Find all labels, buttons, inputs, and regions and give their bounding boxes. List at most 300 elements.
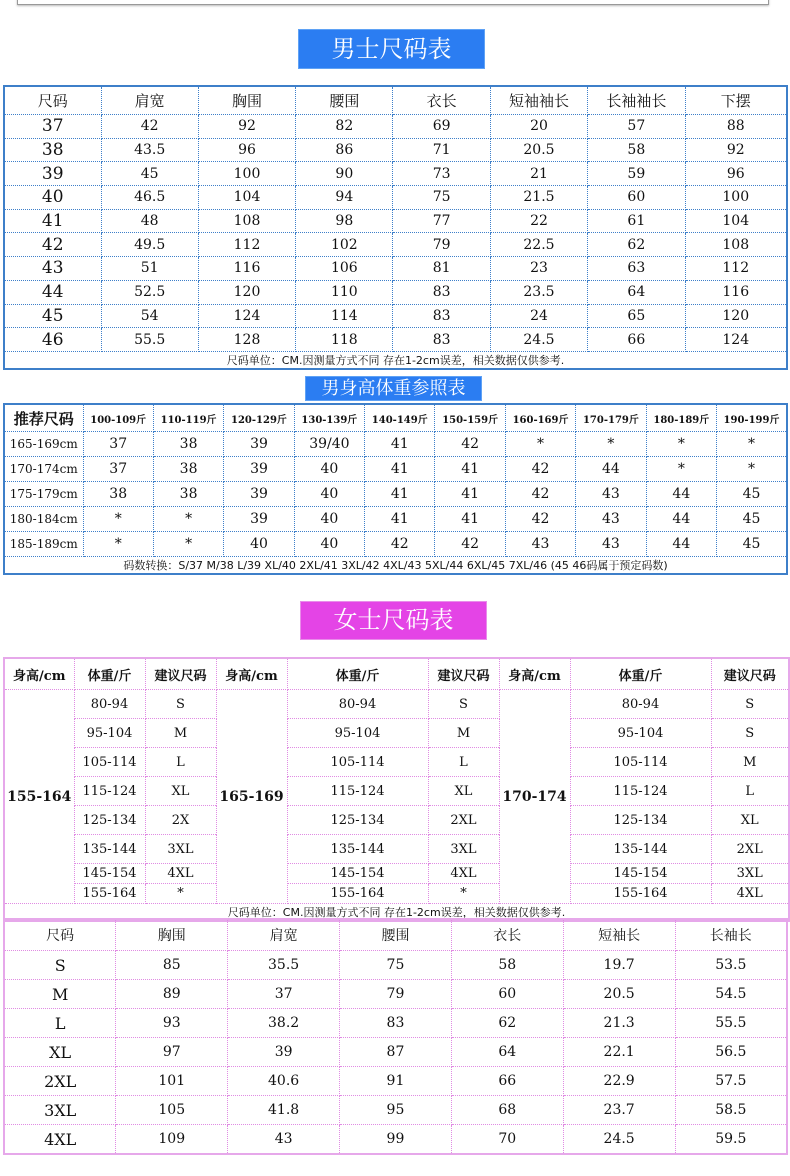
table-cell: 39	[224, 457, 294, 482]
table-cell: 77	[393, 209, 490, 233]
column-header: 衣长	[393, 86, 490, 115]
column-header: 尺码	[4, 919, 116, 951]
table-cell: 83	[393, 328, 490, 352]
table-cell: 39/40	[294, 432, 364, 457]
table-cell: 42	[435, 532, 505, 557]
table-cell: 42	[505, 457, 575, 482]
weight-cell: 125-134	[287, 806, 428, 835]
row-label: 165-169cm	[4, 432, 83, 457]
table-cell: 38	[153, 457, 223, 482]
table-cell: 81	[393, 257, 490, 281]
row-label: S	[4, 951, 116, 980]
table-cell: 22.1	[563, 1038, 675, 1067]
table-cell: 101	[116, 1067, 228, 1096]
suggested-size-cell: S	[711, 690, 789, 719]
table-cell: 59.5	[675, 1125, 787, 1155]
table-cell: 99	[340, 1125, 452, 1155]
table-cell: 45	[717, 507, 787, 532]
weight-cell: 145-154	[570, 864, 711, 884]
table-cell: 41	[365, 507, 435, 532]
table-row	[4, 748, 789, 777]
table-cell: 79	[393, 233, 490, 257]
table-cell: 91	[340, 1067, 452, 1096]
column-header: 体重/斤	[74, 658, 145, 690]
table-row	[4, 980, 787, 1009]
weight-cell: 155-164	[570, 884, 711, 904]
column-header: 肩宽	[228, 919, 340, 951]
table-cell: 128	[198, 328, 295, 352]
row-label: 39	[4, 162, 101, 186]
table-cell: 108	[685, 233, 787, 257]
men-size-title: 男士尺码表	[298, 29, 485, 69]
table-cell: 54.5	[675, 980, 787, 1009]
row-label: 46	[4, 328, 101, 352]
table-cell: *	[717, 432, 787, 457]
table-cell: 59	[588, 162, 685, 186]
table-cell: 62	[588, 233, 685, 257]
table-cell: 37	[83, 457, 153, 482]
table-row	[4, 1067, 787, 1096]
table-cell: 44	[646, 482, 716, 507]
table-cell: 106	[296, 257, 393, 281]
weight-cell: 80-94	[74, 690, 145, 719]
note-row	[4, 351, 787, 369]
weight-cell: 105-114	[570, 748, 711, 777]
table-cell: 108	[198, 209, 295, 233]
table-cell: 83	[393, 304, 490, 328]
table-cell: 60	[588, 186, 685, 210]
table-cell: 37	[228, 980, 340, 1009]
table-cell: 37	[83, 432, 153, 457]
table-cell: 41	[435, 482, 505, 507]
row-label: 43	[4, 257, 101, 281]
table-cell: 23.7	[563, 1096, 675, 1125]
table-cell: 23	[490, 257, 587, 281]
table-row	[4, 507, 787, 532]
table-cell: 20.5	[563, 980, 675, 1009]
table-cell: *	[576, 432, 646, 457]
table-cell: 43	[576, 507, 646, 532]
table-cell: 90	[296, 162, 393, 186]
suggested-size-cell: 2XL	[711, 835, 789, 864]
table-row	[4, 432, 787, 457]
table-cell: 114	[296, 304, 393, 328]
table-cell: 120	[198, 280, 295, 304]
table-cell: 116	[198, 257, 295, 281]
table-cell: 62	[451, 1009, 563, 1038]
suggested-size-cell: L	[145, 748, 216, 777]
column-header: 建议尺码	[711, 658, 789, 690]
table-cell: 98	[296, 209, 393, 233]
women-size-title: 女士尺码表	[300, 601, 487, 640]
column-header: 短袖长	[563, 919, 675, 951]
table-cell: 124	[685, 328, 787, 352]
table-cell: 21.3	[563, 1009, 675, 1038]
table-cell: 58.5	[675, 1096, 787, 1125]
row-label: 175-179cm	[4, 482, 83, 507]
table-cell: 45	[101, 162, 198, 186]
table-row	[4, 884, 789, 904]
table-cell: 53.5	[675, 951, 787, 980]
column-header: 建议尺码	[428, 658, 499, 690]
column-header: 100-109斤	[83, 404, 153, 432]
column-header: 短袖袖长	[490, 86, 587, 115]
row-label: 42	[4, 233, 101, 257]
table-row	[4, 951, 787, 980]
table-row	[4, 209, 787, 233]
row-label: 40	[4, 186, 101, 210]
row-label: 170-174cm	[4, 457, 83, 482]
weight-cell: 155-164	[74, 884, 145, 904]
table-cell: 97	[116, 1038, 228, 1067]
table-row	[4, 280, 787, 304]
table-cell: 40	[294, 532, 364, 557]
header-row	[4, 404, 787, 432]
table-cell: 43	[505, 532, 575, 557]
table-cell: 118	[296, 328, 393, 352]
table-cell: 41	[365, 457, 435, 482]
table-cell: 41	[435, 507, 505, 532]
table-row	[4, 835, 789, 864]
table-cell: 35.5	[228, 951, 340, 980]
table-cell: 83	[340, 1009, 452, 1038]
table-cell: 116	[685, 280, 787, 304]
table-row	[4, 186, 787, 210]
top-frame	[17, 0, 769, 5]
table-cell: 66	[588, 328, 685, 352]
table-cell: 22.9	[563, 1067, 675, 1096]
weight-cell: 105-114	[287, 748, 428, 777]
table-row	[4, 257, 787, 281]
column-header: 推荐尺码	[4, 404, 83, 432]
table-cell: 39	[224, 432, 294, 457]
weight-cell: 115-124	[570, 777, 711, 806]
row-label: L	[4, 1009, 116, 1038]
weight-cell: 125-134	[74, 806, 145, 835]
weight-cell: 135-144	[74, 835, 145, 864]
row-label: 37	[4, 115, 101, 139]
table-cell: 124	[198, 304, 295, 328]
table-cell: *	[505, 432, 575, 457]
suggested-size-cell: XL	[711, 806, 789, 835]
table-row	[4, 138, 787, 162]
table-cell: 41	[365, 432, 435, 457]
height-range-cell: 155-164	[4, 690, 74, 904]
table-cell: 58	[451, 951, 563, 980]
table-cell: 55.5	[101, 328, 198, 352]
table-cell: 20	[490, 115, 587, 139]
table-cell: 46.5	[101, 186, 198, 210]
column-header: 身高/cm	[4, 658, 74, 690]
suggested-size-cell: 2XL	[428, 806, 499, 835]
row-label: 41	[4, 209, 101, 233]
table-cell: 60	[451, 980, 563, 1009]
table-cell: 104	[685, 209, 787, 233]
table-cell: 38	[153, 482, 223, 507]
table-cell: 55.5	[675, 1009, 787, 1038]
table-row	[4, 328, 787, 352]
table-row	[4, 532, 787, 557]
column-header: 110-119斤	[153, 404, 223, 432]
table-cell: 43	[576, 532, 646, 557]
table-cell: 45	[717, 532, 787, 557]
table-cell: 64	[588, 280, 685, 304]
table-row	[4, 777, 789, 806]
table-row	[4, 1009, 787, 1038]
suggested-size-cell: L	[711, 777, 789, 806]
table-cell: 23.5	[490, 280, 587, 304]
table-cell: 38	[153, 432, 223, 457]
table-row	[4, 115, 787, 139]
table-cell: 44	[646, 532, 716, 557]
suggested-size-cell: 2X	[145, 806, 216, 835]
table-cell: 51	[101, 257, 198, 281]
note-row	[4, 557, 787, 575]
table-cell: *	[83, 507, 153, 532]
table-cell: 87	[340, 1038, 452, 1067]
weight-cell: 115-124	[74, 777, 145, 806]
column-header: 长袖袖长	[588, 86, 685, 115]
table-cell: 100	[198, 162, 295, 186]
suggested-size-cell: L	[428, 748, 499, 777]
table-cell: 61	[588, 209, 685, 233]
table-cell: 44	[576, 457, 646, 482]
table-cell: 63	[588, 257, 685, 281]
table-note: 码数转换：S/37 M/38 L/39 XL/40 2XL/41 3XL/42 4XL/43 5XL/44 6XL/45 7XL/46 (45 46码属于预定码数)	[4, 557, 787, 575]
table-cell: 73	[393, 162, 490, 186]
column-header: 120-129斤	[224, 404, 294, 432]
column-header: 衣长	[451, 919, 563, 951]
suggested-size-cell: M	[428, 719, 499, 748]
table-row	[4, 690, 789, 719]
table-cell: 39	[228, 1038, 340, 1067]
table-row	[4, 233, 787, 257]
suggested-size-cell: *	[428, 884, 499, 904]
table-cell: 41	[435, 457, 505, 482]
table-cell: 105	[116, 1096, 228, 1125]
weight-cell: 80-94	[570, 690, 711, 719]
table-cell: 42	[435, 432, 505, 457]
column-header: 下摆	[685, 86, 787, 115]
suggested-size-cell: *	[145, 884, 216, 904]
table-cell: 43	[576, 482, 646, 507]
table-cell: 70	[451, 1125, 563, 1155]
men-size-table	[3, 85, 788, 370]
suggested-size-cell: 4XL	[711, 884, 789, 904]
table-cell: 19.7	[563, 951, 675, 980]
table-cell: 20.5	[490, 138, 587, 162]
suggested-size-cell: S	[711, 719, 789, 748]
table-cell: 110	[296, 280, 393, 304]
table-cell: 40	[294, 482, 364, 507]
table-cell: 86	[296, 138, 393, 162]
column-header: 130-139斤	[294, 404, 364, 432]
suggested-size-cell: XL	[428, 777, 499, 806]
table-cell: 83	[393, 280, 490, 304]
table-row	[4, 1125, 787, 1155]
table-cell: 42	[365, 532, 435, 557]
table-cell: *	[153, 532, 223, 557]
row-label: 185-189cm	[4, 532, 83, 557]
suggested-size-cell: M	[711, 748, 789, 777]
table-cell: 65	[588, 304, 685, 328]
row-label: 3XL	[4, 1096, 116, 1125]
weight-cell: 135-144	[287, 835, 428, 864]
table-cell: 45	[717, 482, 787, 507]
table-row	[4, 864, 789, 884]
table-cell: 38.2	[228, 1009, 340, 1038]
column-header: 腰围	[296, 86, 393, 115]
table-cell: 42	[505, 482, 575, 507]
table-cell: 39	[224, 507, 294, 532]
table-cell: 75	[340, 951, 452, 980]
table-cell: 22.5	[490, 233, 587, 257]
row-label: XL	[4, 1038, 116, 1067]
header-row	[4, 919, 787, 951]
suggested-size-cell: 3XL	[145, 835, 216, 864]
height-range-cell: 165-169	[216, 690, 287, 904]
table-note: 尺码单位：CM.因测量方式不同 存在1-2cm误差，相关数据仅供参考.	[4, 904, 789, 922]
weight-cell: 145-154	[74, 864, 145, 884]
table-row	[4, 806, 789, 835]
weight-cell: 80-94	[287, 690, 428, 719]
table-cell: 44	[646, 507, 716, 532]
table-cell: 57.5	[675, 1067, 787, 1096]
table-cell: *	[646, 457, 716, 482]
table-cell: 120	[685, 304, 787, 328]
weight-cell: 135-144	[570, 835, 711, 864]
table-row	[4, 719, 789, 748]
table-cell: 43.5	[101, 138, 198, 162]
table-cell: 42	[101, 115, 198, 139]
table-cell: 75	[393, 186, 490, 210]
weight-cell: 95-104	[287, 719, 428, 748]
men-height-weight-title: 男身高体重参照表	[305, 376, 482, 401]
table-cell: 43	[228, 1125, 340, 1155]
table-cell: 92	[685, 138, 787, 162]
table-cell: 21.5	[490, 186, 587, 210]
table-cell: 52.5	[101, 280, 198, 304]
row-label: 180-184cm	[4, 507, 83, 532]
suggested-size-cell: S	[428, 690, 499, 719]
table-row	[4, 457, 787, 482]
suggested-size-cell: 4XL	[145, 864, 216, 884]
header-row	[4, 86, 787, 115]
table-cell: 21	[490, 162, 587, 186]
weight-cell: 95-104	[74, 719, 145, 748]
table-cell: 96	[198, 138, 295, 162]
column-header: 尺码	[4, 86, 101, 115]
table-row	[4, 304, 787, 328]
column-header: 肩宽	[101, 86, 198, 115]
weight-cell: 145-154	[287, 864, 428, 884]
column-header: 160-169斤	[505, 404, 575, 432]
table-cell: 41.8	[228, 1096, 340, 1125]
table-cell: 42	[505, 507, 575, 532]
table-cell: 92	[198, 115, 295, 139]
weight-cell: 155-164	[287, 884, 428, 904]
column-header: 长袖长	[675, 919, 787, 951]
table-cell: 24	[490, 304, 587, 328]
weight-cell: 125-134	[570, 806, 711, 835]
table-row	[4, 482, 787, 507]
table-cell: 24.5	[490, 328, 587, 352]
table-cell: 85	[116, 951, 228, 980]
column-header: 腰围	[340, 919, 452, 951]
row-label: 45	[4, 304, 101, 328]
column-header: 胸围	[116, 919, 228, 951]
table-cell: 22	[490, 209, 587, 233]
column-header: 体重/斤	[287, 658, 428, 690]
row-label: 4XL	[4, 1125, 116, 1155]
table-cell: 40	[224, 532, 294, 557]
suggested-size-cell: M	[145, 719, 216, 748]
column-header: 170-179斤	[576, 404, 646, 432]
column-header: 190-199斤	[717, 404, 787, 432]
table-cell: 58	[588, 138, 685, 162]
table-cell: 48	[101, 209, 198, 233]
table-cell: *	[83, 532, 153, 557]
column-header: 150-159斤	[435, 404, 505, 432]
table-cell: 38	[83, 482, 153, 507]
header-row	[4, 658, 789, 690]
table-cell: 64	[451, 1038, 563, 1067]
table-cell: 40.6	[228, 1067, 340, 1096]
suggested-size-cell: 4XL	[428, 864, 499, 884]
table-cell: 89	[116, 980, 228, 1009]
suggested-size-cell: 3XL	[711, 864, 789, 884]
suggested-size-cell: S	[145, 690, 216, 719]
table-row	[4, 1096, 787, 1125]
table-cell: *	[717, 457, 787, 482]
table-cell: 93	[116, 1009, 228, 1038]
weight-cell: 105-114	[74, 748, 145, 777]
column-header: 180-189斤	[646, 404, 716, 432]
table-cell: 95	[340, 1096, 452, 1125]
column-header: 身高/cm	[216, 658, 287, 690]
table-cell: 24.5	[563, 1125, 675, 1155]
row-label: 44	[4, 280, 101, 304]
table-row	[4, 1038, 787, 1067]
table-cell: 112	[198, 233, 295, 257]
table-cell: 69	[393, 115, 490, 139]
table-cell: *	[153, 507, 223, 532]
table-row	[4, 162, 787, 186]
table-cell: 79	[340, 980, 452, 1009]
column-header: 体重/斤	[570, 658, 711, 690]
table-cell: 82	[296, 115, 393, 139]
table-cell: 71	[393, 138, 490, 162]
table-cell: 66	[451, 1067, 563, 1096]
suggested-size-cell: 3XL	[428, 835, 499, 864]
suggested-size-cell: XL	[145, 777, 216, 806]
table-cell: 94	[296, 186, 393, 210]
table-cell: 40	[294, 507, 364, 532]
table-cell: 109	[116, 1125, 228, 1155]
table-cell: 49.5	[101, 233, 198, 257]
height-range-cell: 170-174	[499, 690, 570, 904]
table-cell: 100	[685, 186, 787, 210]
table-cell: 56.5	[675, 1038, 787, 1067]
weight-cell: 115-124	[287, 777, 428, 806]
table-cell: 57	[588, 115, 685, 139]
column-header: 身高/cm	[499, 658, 570, 690]
row-label: M	[4, 980, 116, 1009]
column-header: 140-149斤	[365, 404, 435, 432]
table-cell: 96	[685, 162, 787, 186]
weight-cell: 95-104	[570, 719, 711, 748]
table-cell: 88	[685, 115, 787, 139]
